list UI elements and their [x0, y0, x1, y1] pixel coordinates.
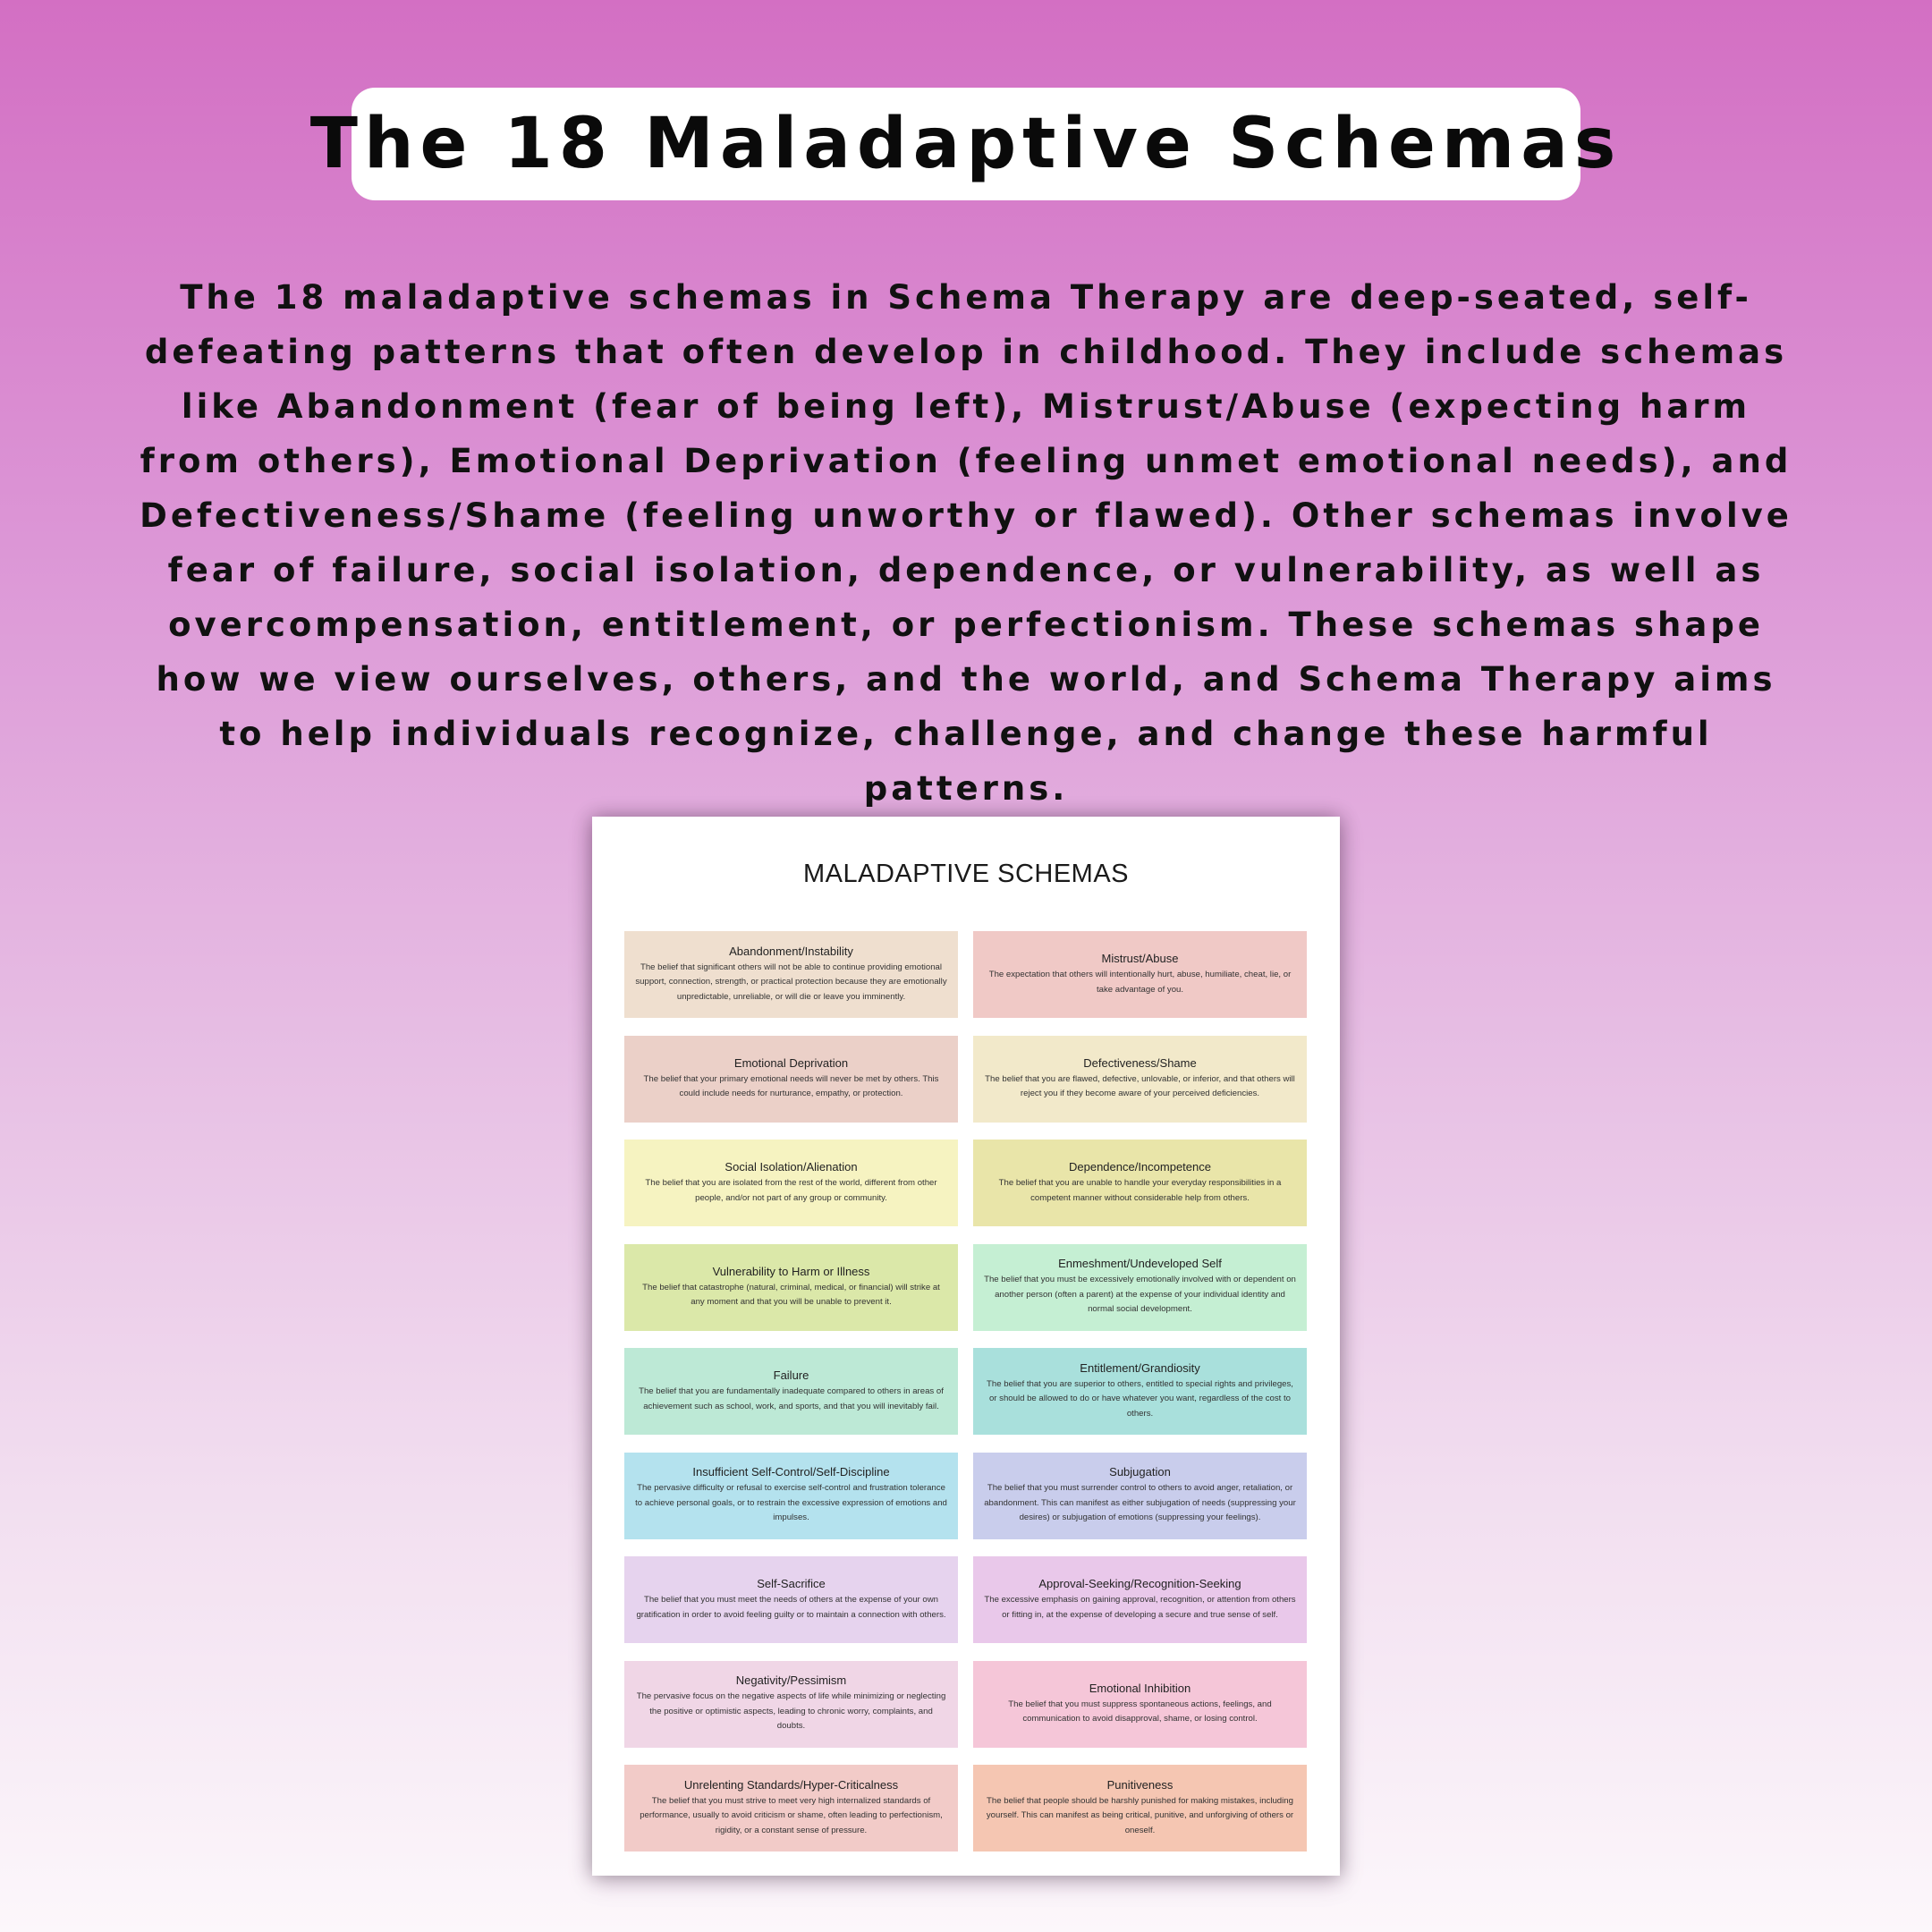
schema-card — [624, 1765, 958, 1852]
schema-card-description: The belief that you are superior to others, entitled to special rights and privileges, or should be allowed to do or have whatever you want, regardless of the cost to others. — [987, 1378, 1293, 1419]
schema-card-description: The expectation that others will intentionally hurt, abuse, humiliate, cheat, lie, or take advantage of you. — [988, 970, 1292, 995]
page-title: The 18 Maladaptive Schemas — [309, 104, 1623, 184]
schema-card-description: The belief that you are unable to handle your everyday responsibilities in a competent manner without considerable help from others. — [998, 1178, 1282, 1203]
schema-card-description: The belief that catastrophe (natural, criminal, medical, or financial) will strike at any moment and that you will be unable to prevent it. — [642, 1282, 940, 1307]
schema-card-description: The pervasive difficulty or refusal to exercise self-control and frustration tolerance to achieve personal goals, or to restrain the excessive expression of emotions and impulses. — [635, 1483, 947, 1523]
schema-card-description: The belief that significant others will not be able to continue providing emotional support, connection, strength, or practical protection because they are emotionally unpredictable, unreliable, or will die or leave you imminently. — [635, 962, 947, 1002]
schema-card — [973, 1036, 1307, 1123]
schema-card — [624, 1036, 958, 1123]
schema-card — [624, 1348, 958, 1435]
schema-card-title: Self-Sacrifice — [757, 1577, 826, 1590]
schema-card-description: The belief that your primary emotional needs will never be met by others. This could include needs for nurturance, empathy, or protection. — [643, 1073, 939, 1098]
schema-card — [973, 1244, 1307, 1331]
schema-card-title: Failure — [773, 1368, 809, 1382]
schema-card-title: Entitlement/Grandiosity — [1080, 1360, 1200, 1375]
schema-card — [973, 1140, 1307, 1226]
schema-card-description: The excessive emphasis on gaining approval, recognition, or attention from others or fitting in, at the expense of developing a secure and true sense of self. — [984, 1595, 1296, 1620]
schema-card-title: Approval-Seeking/Recognition-Seeking — [1038, 1577, 1241, 1590]
schema-card — [973, 1556, 1307, 1643]
schema-card-description: The belief that people should be harshly punished for making mistakes, including yourself. This can manifest as being critical, punitive, and unforgiving of others or oneself. — [986, 1795, 1294, 1835]
schema-card-title: Insufficient Self-Control/Self-Discipline — [692, 1465, 890, 1479]
schema-card-description: The belief that you must suppress spontaneous actions, feelings, and communication to avoid disapproval, shame, or losing control. — [1008, 1699, 1272, 1724]
schema-card-title: Mistrust/Abuse — [1101, 952, 1179, 965]
schema-card — [624, 1661, 958, 1748]
schema-card — [973, 1348, 1307, 1435]
schema-card-title: Abandonment/Instability — [729, 944, 853, 958]
schema-card — [624, 1244, 958, 1331]
schema-card — [624, 1556, 958, 1643]
schema-card-description: The belief that you must be excessively emotionally involved with or dependent on another person (often a parent) at the expense of your individual identity and normal social development. — [984, 1275, 1296, 1315]
schema-card-title: Defectiveness/Shame — [1083, 1055, 1197, 1070]
schema-card-title: Punitiveness — [1106, 1777, 1174, 1792]
schema-card-description: The belief that you are isolated from the rest of the world, different from other people, and/or not part of any group or community. — [645, 1178, 937, 1203]
schema-card — [624, 931, 958, 1018]
schema-card-description: The belief that you are flawed, defective, unlovable, or inferior, and that others will reject you if they become aware of your perceived deficiencies. — [985, 1073, 1295, 1098]
schema-card-grid — [624, 931, 1307, 1852]
title-banner — [309, 88, 1623, 200]
schema-card-description: The belief that you are fundamentally inadequate compared to others in areas of achievement such as school, work, and sports, and that you will inevitably fail. — [639, 1386, 944, 1411]
schema-card — [624, 1453, 958, 1539]
schema-card — [624, 1140, 958, 1226]
schema-card — [973, 1453, 1307, 1539]
schema-card — [973, 931, 1307, 1018]
schema-card-title: Unrelenting Standards/Hyper-Criticalness — [683, 1777, 899, 1792]
schema-card-title: Subjugation — [1109, 1465, 1171, 1479]
worksheet-title: MALADAPTIVE SCHEMAS — [802, 860, 1130, 888]
worksheet-preview — [592, 817, 1340, 1876]
schema-card-description: The belief that you must strive to meet very high internalized standards of performance, usually to avoid criticism or shame, often leading to perfectionism, rigidity, or a constant sense of pressure. — [640, 1795, 943, 1835]
schema-card-title: Social Isolation/Alienation — [724, 1160, 858, 1174]
schema-card-title: Enmeshment/Undeveloped Self — [1058, 1257, 1222, 1271]
schema-card-title: Negativity/Pessimism — [735, 1674, 847, 1688]
schema-card-description: The belief that you must meet the needs of others at the expense of your own gratification in order to avoid feeling guilty or to maintain a connection with others. — [636, 1595, 946, 1620]
schema-card — [973, 1661, 1307, 1748]
schema-card-title: Emotional Inhibition — [1089, 1681, 1191, 1695]
schema-card-title: Emotional Deprivation — [733, 1055, 849, 1070]
schema-card-description: The belief that you must surrender control to others to avoid anger, retaliation, or abandonment. This can manifest as either subjugation of needs (suppressing your desires) or subjugation of emotions (suppressing your feelings). — [984, 1483, 1296, 1523]
schema-card-title: Vulnerability to Harm or Illness — [712, 1264, 870, 1278]
schema-card — [973, 1765, 1307, 1852]
schema-card-title: Dependence/Incompetence — [1068, 1160, 1211, 1174]
schema-card-description: The pervasive focus on the negative aspects of life while minimizing or neglecting the positive or optimistic aspects, leading to chronic worry, complaints, and doubts. — [636, 1691, 946, 1732]
intro-paragraph: The 18 maladaptive schemas in Schema Therapy are deep-seated, self-defeating patterns that often develop in childhood. They include schemas like Abandonment (fear of being left), Mistrust/Abuse (expecting harm from others), Emotional Deprivation (feeling unmet emotional needs), and Defectiveness/Shame (feeling unworthy or flawed). Other schemas involve fear of failure, social isolation, dependence, or vulnerability, as well as overcompensation, entitlement, or perfectionism. These schemas shape how we view ourselves, others, and the world, and Schema Therapy aims to help individuals recognize, challenge, and change these harmful patterns. — [140, 278, 1792, 808]
